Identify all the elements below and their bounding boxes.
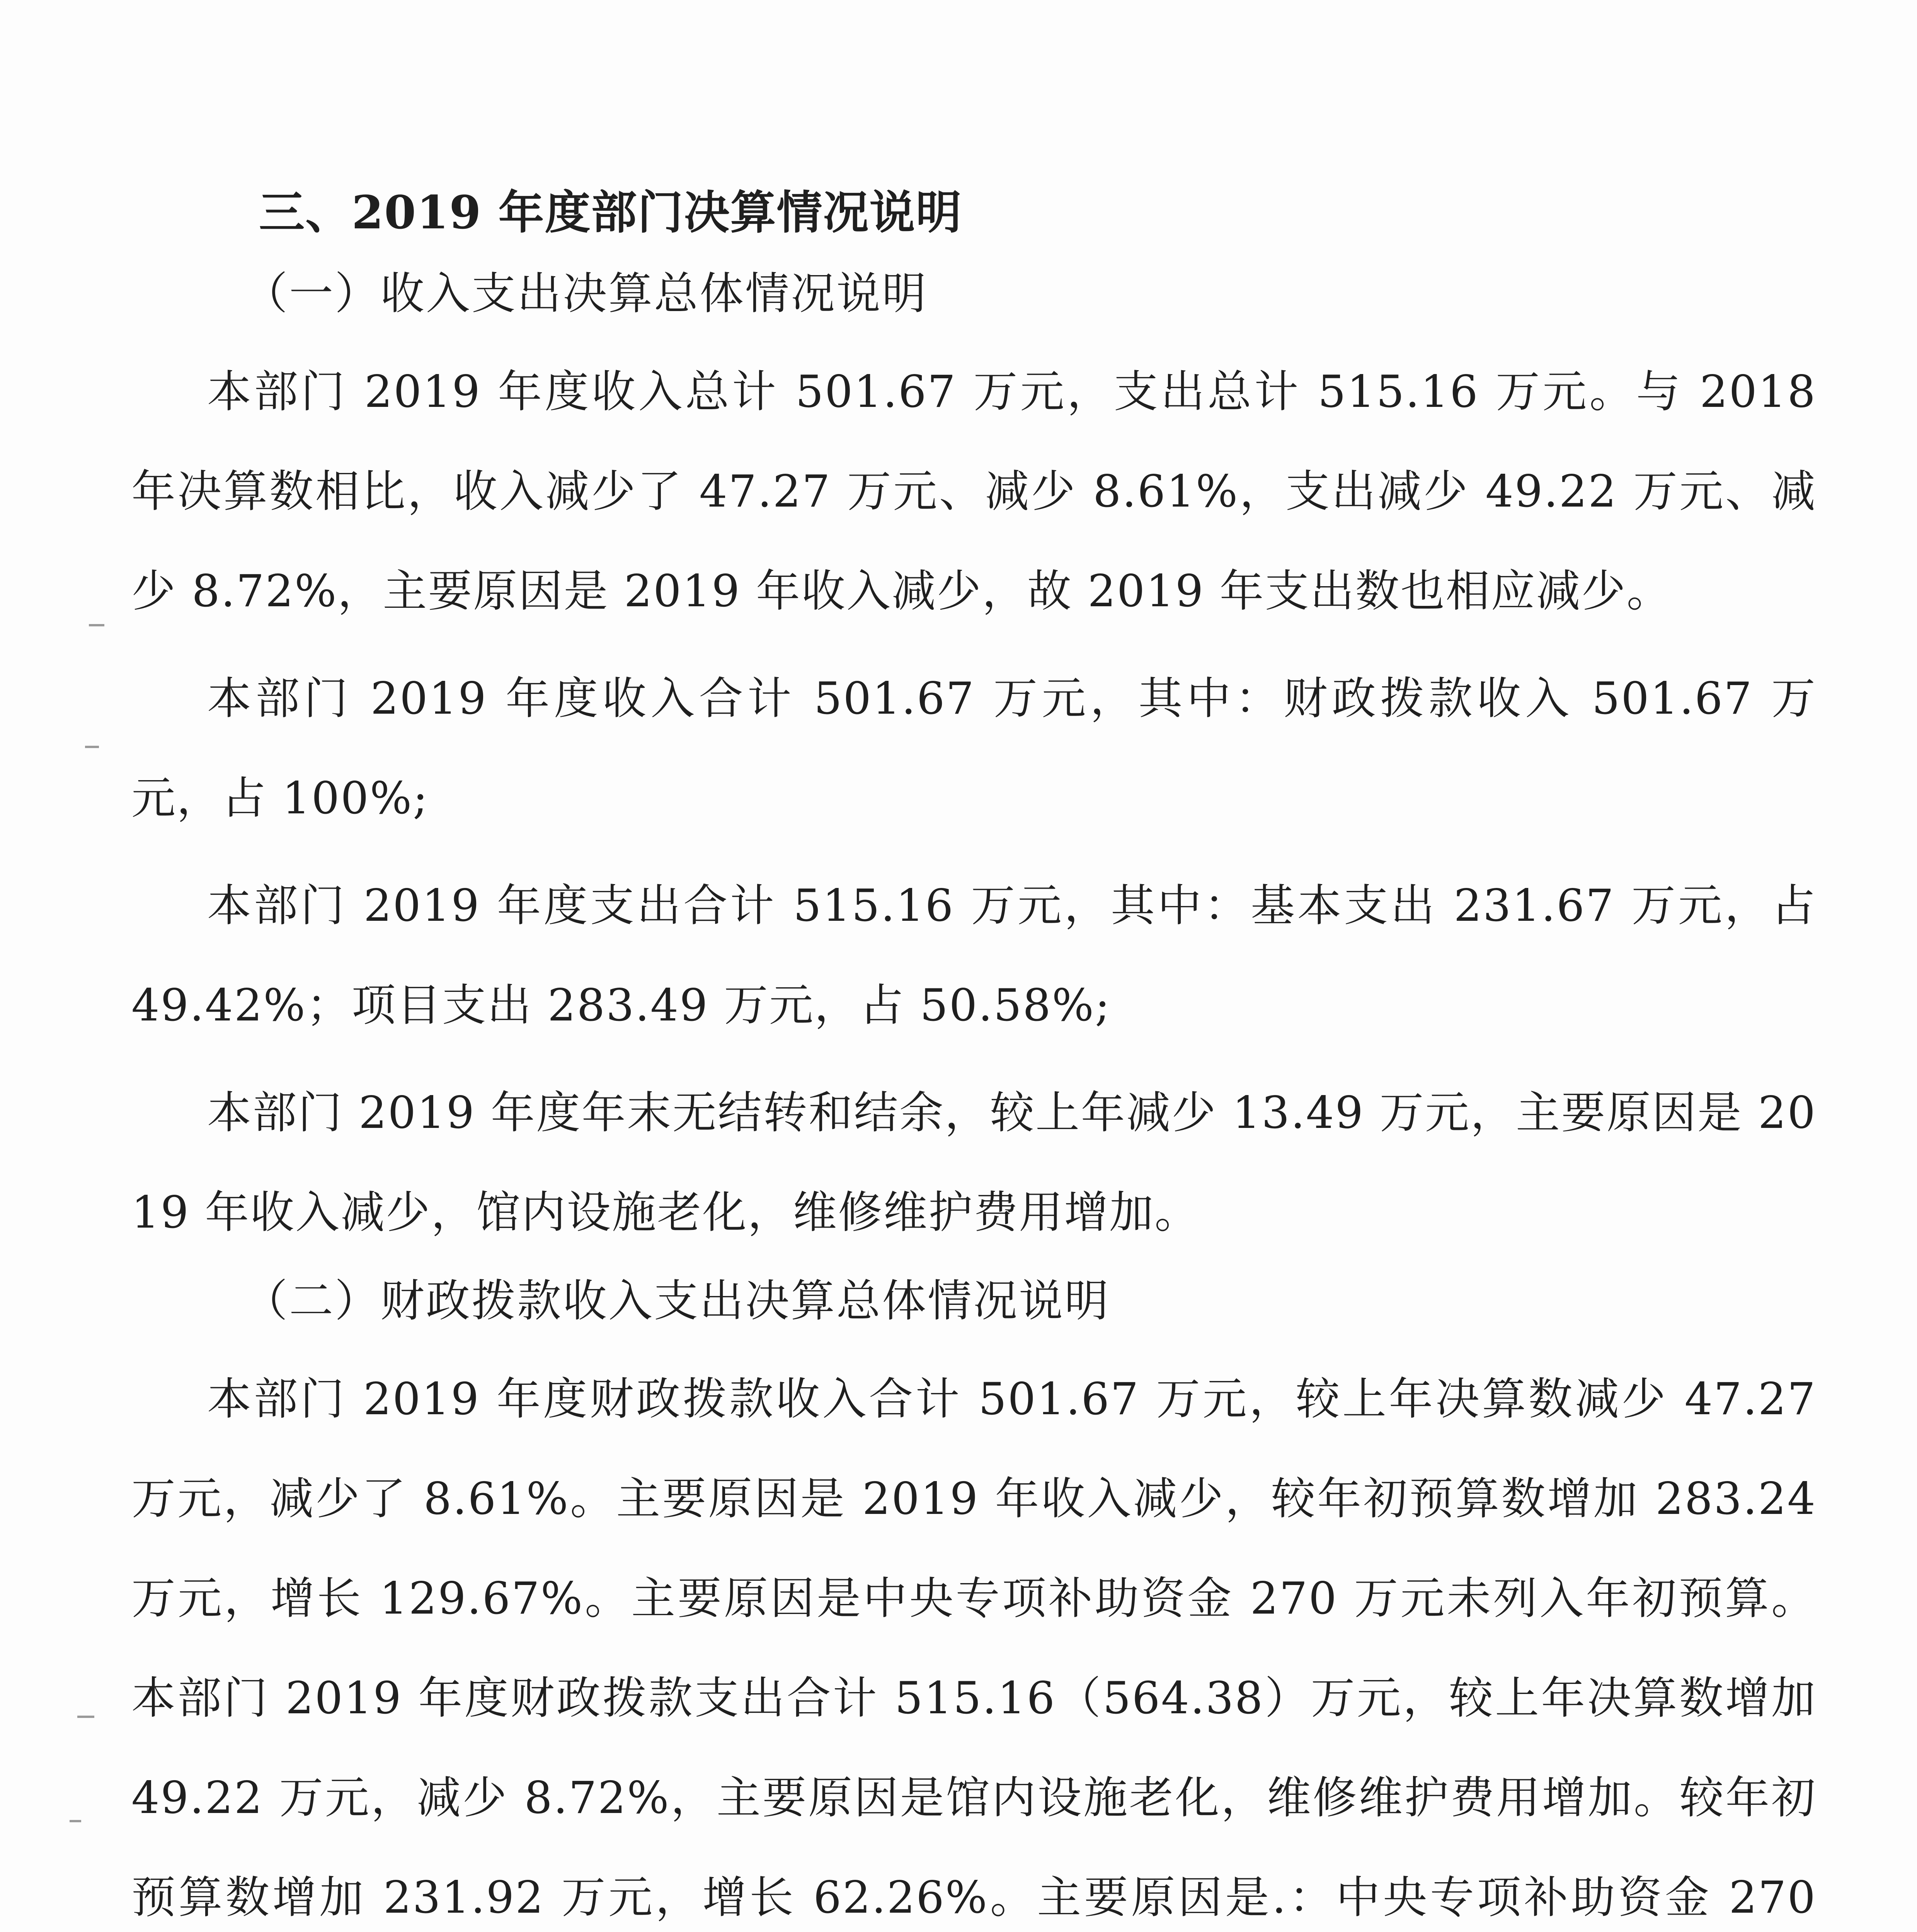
paragraph-fiscal-income-expense: 本部门 2019 年度财政拨款收入合计 501.67 万元，较上年决算数减少 47.27 万元，减少了 8.61%。主要原因是 2019 年收入减少，较年初预算数增加 283.24 万元，增长 129.67%。主要原因是中央专项补助资金 270 万元未列入年初预算。本部门 2019 年度财政拨款支出合计 515.16（564.38）万元，较上年决算数增加 49.22 万元，减少 8.72%，主要原因是馆内设施老化，维修维护费用增加。较年初预算数增加 231.92 万元，增长 62.26%。主要原因是.：中央专项补助资金 270: [131, 1373, 1817, 1923]
subsection-title-fiscal-appropriation: （二）财政拨款收入支出决算总体情况说明: [243, 1275, 1110, 1327]
scan-artifact-mark: [85, 746, 99, 748]
paragraph-total-overview: 本部门 2019 年度收入总计 501.67 万元，支出总计 515.16 万元。与 2018 年决算数相比，收入减少了 47.27 万元、减少 8.61%，支出减少 49.22 万元、减少 8.72%，主要原因是 2019 年收入减少，故 2019 年支出数也相应减少。: [131, 366, 1817, 617]
subsection-title-income-expense: （一）收入支出决算总体情况说明: [243, 268, 928, 319]
scan-artifact-mark: [77, 1716, 94, 1718]
scan-artifact-mark: [70, 1820, 81, 1822]
paragraph-expense-total: 本部门 2019 年度支出合计 515.16 万元，其中：基本支出 231.67 万元，占 49.42%；项目支出 283.49 万元，占 50.58%;: [131, 880, 1817, 1031]
section-title: 三、2019 年度部门决算情况说明: [259, 185, 962, 239]
scan-artifact-mark: [89, 624, 104, 626]
paragraph-income-total: 本部门 2019 年度收入合计 501.67 万元，其中：财政拨款收入 501.67 万元，占 100%;: [131, 673, 1817, 824]
document-body: [131, 182, 1817, 1932]
paragraph-carryover: 本部门 2019 年度年末无结转和结余，较上年减少 13.49 万元，主要原因是 2019 年收入减少，馆内设施老化，维修维护费用增加。: [131, 1087, 1817, 1238]
